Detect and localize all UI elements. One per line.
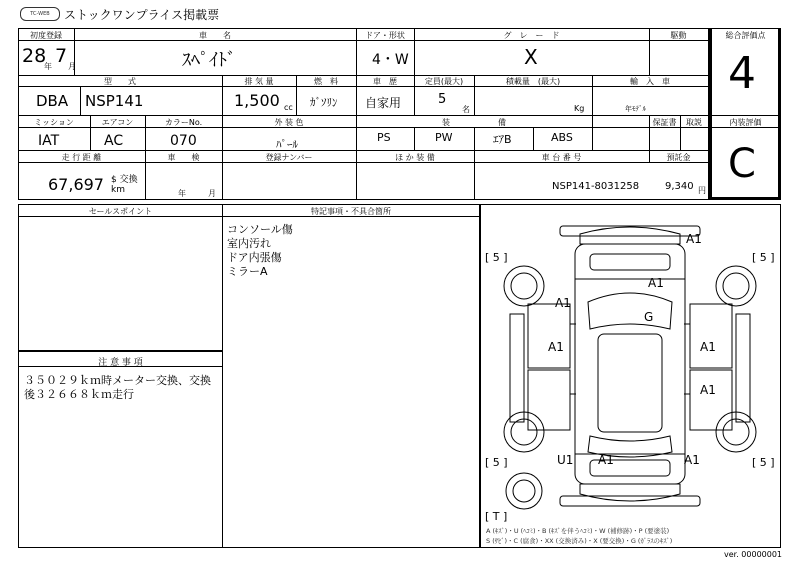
- label-other-equip: ほ か 装 備: [395, 153, 435, 162]
- damage-mark: A1: [555, 296, 571, 310]
- tire-mark: [ 5 ]: [752, 456, 775, 469]
- price: 9,340: [665, 181, 694, 192]
- displacement-unit: cc: [284, 103, 293, 112]
- first-reg-month-unit: 月: [68, 62, 76, 71]
- sales-point-title: セールスポイント: [88, 207, 153, 216]
- equipment-4: ABS: [551, 131, 573, 144]
- label-load: 積載量 (最大): [505, 77, 561, 86]
- label-mission: ミッション: [34, 118, 74, 127]
- equipment-3: ｴｱB: [493, 133, 512, 146]
- label-drive: 駆動: [670, 31, 687, 40]
- label-fuel: 燃 料: [314, 77, 338, 86]
- mileage-unit-bottom: km: [111, 185, 125, 195]
- damage-mark: G: [644, 310, 654, 324]
- price-unit: 円: [698, 186, 706, 195]
- inspection-month-unit: 月: [208, 189, 216, 198]
- caution-text: ３５０２９ｋｍ時メーター交換、交換後３２６６８ｋｍ走行: [24, 374, 211, 401]
- label-equipment: 装 備: [442, 118, 506, 127]
- load-unit: Kg: [574, 104, 585, 113]
- aircon: AC: [104, 133, 124, 149]
- label-model-type: 型 式: [104, 77, 136, 86]
- color-no: 070: [170, 133, 197, 149]
- label-chassis: 車 台 番 号: [541, 153, 582, 162]
- displacement: 1,500: [234, 91, 280, 110]
- label-displacement: 排 気 量: [244, 77, 274, 86]
- damage-mark: A1: [700, 340, 716, 354]
- note-2: 室内汚れ: [227, 237, 271, 250]
- capacity-unit: 名: [462, 105, 470, 114]
- grade: X: [524, 45, 538, 69]
- label-aircon: エアコン: [101, 118, 134, 127]
- damage-mark: A1: [598, 453, 614, 467]
- label-price: 預託金: [666, 153, 691, 162]
- label-interior: 内装評価: [729, 118, 762, 127]
- damage-mark: A1: [548, 340, 564, 354]
- label-warranty: 保証書: [652, 118, 677, 127]
- label-plate: 登録ナンバー: [265, 153, 313, 162]
- sales-point-box: [18, 204, 223, 351]
- label-overall: 総合評価点: [725, 31, 766, 40]
- label-ext-color: 外 装 色: [274, 118, 304, 127]
- mission: IAT: [38, 133, 60, 149]
- damage-mark: A1: [700, 383, 716, 397]
- history: 自家用: [365, 96, 402, 110]
- equipment-2: PW: [435, 131, 453, 144]
- logo-text: TC-WEB: [30, 11, 50, 17]
- tire-mark: [ 5 ]: [752, 251, 775, 264]
- label-history: 車 歴: [373, 77, 397, 86]
- legend-line-1: A (ｷｽﾞ)・U (ﾍｺﾐ)・B (ｷｽﾞを伴うﾍｺﾐ)・W (補修跡)・P (要塗装): [486, 527, 670, 535]
- tire-mark: [ 5 ]: [485, 251, 508, 264]
- ext-color: ﾊﾟｰﾙ: [276, 138, 298, 151]
- damage-mark: A1: [684, 453, 700, 467]
- label-capacity: 定員(最大): [424, 77, 464, 86]
- model-code: NSP141: [85, 92, 144, 110]
- mileage-unit-top: $ 交換: [111, 175, 138, 185]
- damage-mark: A1: [648, 276, 664, 290]
- page-title: ストックワンプライス掲載票: [64, 8, 220, 22]
- label-color-no: カラーNo.: [164, 118, 203, 127]
- label-import: 輸 入 車: [630, 77, 670, 86]
- interior-score: C: [728, 141, 756, 187]
- first-reg-year-unit: 年: [44, 62, 52, 71]
- tire-mark: [ 5 ]: [485, 456, 508, 469]
- model-prefix: DBA: [36, 92, 69, 110]
- car-name: ｽﾍﾟｲﾄﾞ: [182, 50, 236, 71]
- equipment-1: PS: [377, 131, 391, 144]
- label-manual: 取説: [686, 118, 702, 127]
- legend-line-2: S (ｻﾋﾞ)・C (腐食)・XX (交換済み)・X (要交換)・G (ｶﾞﾗｽのｷｽﾞ): [486, 537, 673, 545]
- first-reg-year: 28: [22, 45, 47, 67]
- overall-score: 4: [728, 48, 756, 99]
- mileage: 67,697: [48, 175, 104, 194]
- label-first-reg: 初度登録: [30, 31, 62, 40]
- caution-title: 注 意 事 項: [98, 358, 143, 368]
- damage-mark: U1: [557, 453, 574, 467]
- note-1: コンソール傷: [227, 223, 293, 236]
- damage-mark: A1: [686, 232, 702, 246]
- capacity: 5: [438, 92, 447, 107]
- fuel: ｶﾞｿﾘﾝ: [310, 96, 338, 109]
- note-3: ドア内張傷: [227, 251, 282, 264]
- logo: [20, 7, 60, 21]
- label-mileage: 走 行 距 離: [61, 153, 102, 162]
- label-door-shape: ドア・形状: [365, 31, 405, 40]
- note-4: ミラーA: [227, 265, 268, 278]
- first-reg-month: 7: [55, 45, 68, 67]
- door-shape: 4・W: [372, 52, 409, 68]
- version: ver. 00000001: [724, 550, 783, 559]
- label-grade: グ レ ー ド: [503, 31, 560, 40]
- notes-title: 特記事項・不具合箇所: [311, 207, 391, 216]
- label-inspection: 車 検: [167, 153, 200, 162]
- chassis: NSP141-8031258: [552, 181, 640, 192]
- label-car-name: 車 名: [199, 31, 231, 40]
- inspection-year-unit: 年: [178, 189, 186, 198]
- car-diagram: [480, 204, 781, 548]
- import-note: 年ﾓﾃﾞﾙ: [625, 105, 646, 113]
- tire-mark: [ T ]: [485, 510, 508, 523]
